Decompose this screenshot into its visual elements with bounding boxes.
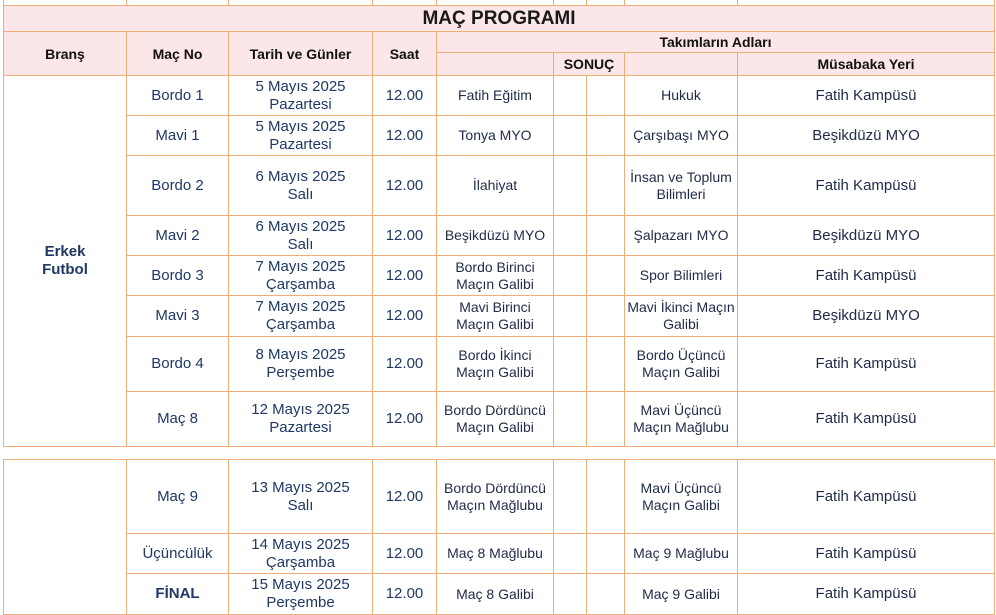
- venue: Fatih Kampüsü: [738, 392, 995, 447]
- header-sonuc: SONUÇ: [554, 53, 625, 76]
- match-schedule-table-continued: [3, 459, 995, 615]
- match-date-text: 6 Mayıs 2025: [255, 217, 346, 235]
- team-1: Bordo Birinci Maçın Galibi: [437, 256, 554, 296]
- team-2: Mavi Üçüncü Maçın Mağlubu: [625, 392, 738, 447]
- match-time: 12.00: [373, 392, 437, 447]
- match-day: Pazartesi: [269, 419, 332, 436]
- team-2: Hukuk: [625, 76, 738, 116]
- match-time: 12.00: [373, 256, 437, 296]
- match-date-text: 6 Mayıs 2025: [255, 167, 346, 185]
- score-1: [554, 76, 587, 116]
- header-team1-blank: [437, 53, 554, 76]
- score-1: [554, 216, 587, 256]
- match-no: FİNAL: [127, 574, 229, 615]
- match-time: 12.00: [373, 156, 437, 216]
- score-2: [587, 574, 625, 615]
- table-row: [4, 256, 995, 296]
- team-1: Bordo Dördüncü Maçın Galibi: [437, 392, 554, 447]
- branch-line1: Erkek: [44, 243, 86, 260]
- score-1: [554, 156, 587, 216]
- header-mac-no: Maç No: [127, 32, 229, 76]
- venue: Beşikdüzü MYO: [738, 216, 995, 256]
- score-1: [554, 116, 587, 156]
- score-2: [587, 76, 625, 116]
- score-1: [554, 574, 587, 615]
- match-day: Pazartesi: [269, 135, 332, 153]
- match-date: [229, 76, 373, 116]
- table-row: [4, 392, 995, 447]
- match-date: [229, 116, 373, 156]
- match-date: [229, 337, 373, 392]
- score-1: [554, 296, 587, 337]
- team-2: Çarşıbaşı MYO: [625, 116, 738, 156]
- header-brans: Branş: [4, 32, 127, 76]
- match-date-text: 7 Mayıs 2025: [255, 257, 346, 275]
- team-2: Mavi İkinci Maçın Galibi: [625, 296, 738, 337]
- table-row: [4, 337, 995, 392]
- score-2: [587, 534, 625, 574]
- team-1: Mavi Birinci Maçın Galibi: [437, 296, 554, 337]
- match-date-text: 14 Mayıs 2025: [251, 535, 350, 553]
- branch-cell-empty: [4, 460, 127, 615]
- match-time: 12.00: [373, 76, 437, 116]
- match-no: Bordo 4: [127, 337, 229, 392]
- header-takimlar: Takımların Adları: [437, 32, 995, 53]
- branch-line2: Futbol: [42, 261, 88, 278]
- header-team2-blank: [625, 53, 738, 76]
- score-2: [587, 116, 625, 156]
- match-no: Mavi 1: [127, 116, 229, 156]
- match-time: 12.00: [373, 574, 437, 615]
- match-date: [229, 216, 373, 256]
- match-date: [229, 574, 373, 615]
- match-date-text: 5 Mayıs 2025: [255, 117, 346, 135]
- team-1: İlahiyat: [437, 156, 554, 216]
- table-row: [4, 156, 995, 216]
- match-day: Salı: [287, 496, 314, 514]
- match-no: Maç 8: [127, 392, 229, 447]
- score-2: [587, 216, 625, 256]
- venue: Fatih Kampüsü: [738, 76, 995, 116]
- match-time: 12.00: [373, 534, 437, 574]
- table-row: [4, 76, 995, 116]
- team-2: İnsan ve Toplum Bilimleri: [625, 156, 738, 216]
- match-time: 12.00: [373, 116, 437, 156]
- match-day: Çarşamba: [265, 553, 336, 571]
- team-2: Bordo Üçüncü Maçın Galibi: [625, 337, 738, 392]
- table-row: [4, 574, 995, 615]
- team-2: Mavi Üçüncü Maçın Galibi: [625, 460, 738, 534]
- match-time: 12.00: [373, 296, 437, 337]
- team-1: Maç 8 Galibi: [437, 574, 554, 615]
- score-2: [587, 337, 625, 392]
- header-tarih: Tarih ve Günler: [229, 32, 373, 76]
- team-2: Spor Bilimleri: [625, 256, 738, 296]
- score-2: [587, 296, 625, 337]
- match-day: Pazartesi: [269, 95, 332, 113]
- match-day: Çarşamba: [265, 275, 336, 293]
- match-no: Maç 9: [127, 460, 229, 534]
- score-1: [554, 534, 587, 574]
- header-saat: Saat: [373, 32, 437, 76]
- match-date: [229, 296, 373, 337]
- table-row: [4, 116, 995, 156]
- match-date-text: 8 Mayıs 2025: [255, 346, 346, 363]
- match-no: Bordo 1: [127, 76, 229, 116]
- match-date-text: 13 Mayıs 2025: [251, 478, 350, 496]
- match-date: [229, 534, 373, 574]
- header-yer: Müsabaka Yeri: [738, 53, 995, 76]
- match-time: 12.00: [373, 460, 437, 534]
- team-2: Maç 9 Galibi: [625, 574, 738, 615]
- table-row: [4, 216, 995, 256]
- match-no: Mavi 2: [127, 216, 229, 256]
- team-1: Beşikdüzü MYO: [437, 216, 554, 256]
- match-day: Çarşamba: [265, 316, 336, 333]
- match-day: Perşembe: [266, 594, 335, 611]
- venue: Fatih Kampüsü: [738, 156, 995, 216]
- score-2: [587, 256, 625, 296]
- team-1: Bordo Dördüncü Maçın Mağlubu: [437, 460, 554, 534]
- team-2: Şalpazarı MYO: [625, 216, 738, 256]
- match-no: Mavi 3: [127, 296, 229, 337]
- score-2: [587, 156, 625, 216]
- match-date-text: 7 Mayıs 2025: [255, 298, 346, 315]
- match-no: Üçüncülük: [127, 534, 229, 574]
- match-time: 12.00: [373, 337, 437, 392]
- match-date-text: 12 Mayıs 2025: [251, 401, 350, 418]
- team-1: Tonya MYO: [437, 116, 554, 156]
- score-1: [554, 460, 587, 534]
- match-no: Bordo 3: [127, 256, 229, 296]
- match-day: Salı: [287, 235, 314, 253]
- match-date: [229, 256, 373, 296]
- score-2: [587, 392, 625, 447]
- venue: Beşikdüzü MYO: [738, 296, 995, 337]
- team-1: Maç 8 Mağlubu: [437, 534, 554, 574]
- venue: Fatih Kampüsü: [738, 337, 995, 392]
- team-1: Fatih Eğitim: [437, 76, 554, 116]
- match-schedule-table: [3, 0, 995, 447]
- venue: Fatih Kampüsü: [738, 574, 995, 615]
- score-2: [587, 460, 625, 534]
- venue: Fatih Kampüsü: [738, 534, 995, 574]
- score-1: [554, 256, 587, 296]
- match-no: Bordo 2: [127, 156, 229, 216]
- venue: Fatih Kampüsü: [738, 256, 995, 296]
- match-day: Salı: [287, 185, 314, 203]
- match-date: [229, 460, 373, 534]
- venue: Beşikdüzü MYO: [738, 116, 995, 156]
- page-title: MAÇ PROGRAMI: [4, 6, 995, 32]
- table-row: [4, 460, 995, 534]
- table-row: [4, 534, 995, 574]
- venue: Fatih Kampüsü: [738, 460, 995, 534]
- table-row: [4, 296, 995, 337]
- match-date: [229, 156, 373, 216]
- team-2: Maç 9 Mağlubu: [625, 534, 738, 574]
- match-date-text: 5 Mayıs 2025: [255, 77, 346, 95]
- score-1: [554, 337, 587, 392]
- match-date: [229, 392, 373, 447]
- match-time: 12.00: [373, 216, 437, 256]
- match-date-text: 15 Mayıs 2025: [251, 576, 350, 593]
- branch-cell: [4, 76, 127, 447]
- score-1: [554, 392, 587, 447]
- match-day: Perşembe: [266, 364, 335, 381]
- team-1: Bordo İkinci Maçın Galibi: [437, 337, 554, 392]
